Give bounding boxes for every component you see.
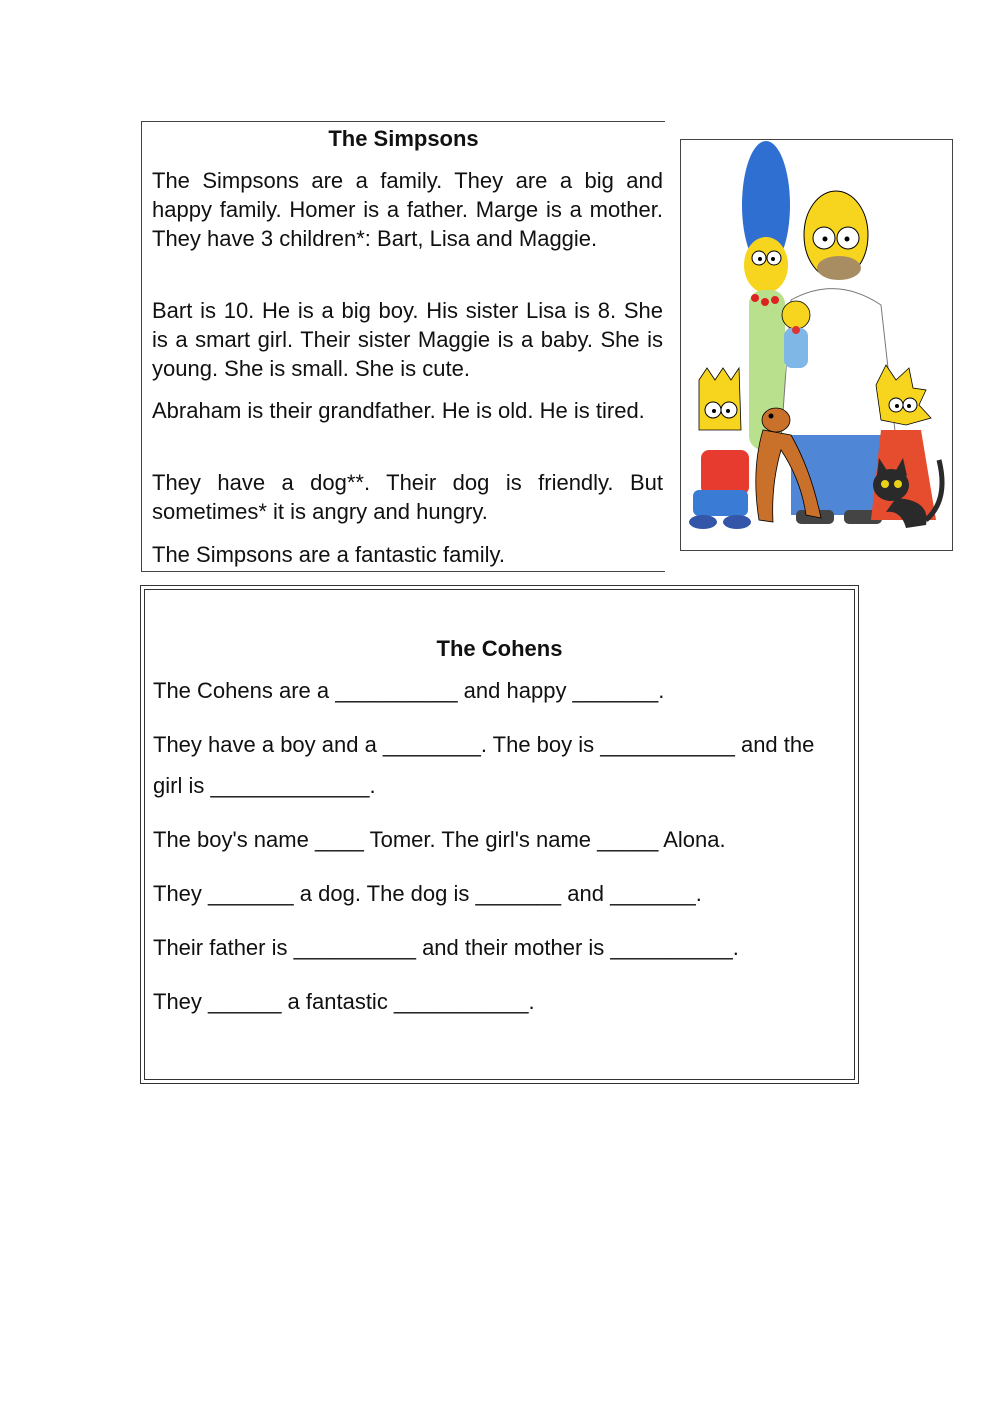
- cloze-exercise: [140, 585, 859, 1084]
- cloze-line-5: Their father is __________ and their mother is __________.: [153, 935, 739, 960]
- cloze-line-6: They ______ a fantastic ___________.: [153, 989, 535, 1014]
- paragraph-children: Bart is 10. He is a big boy. His sister Lisa is 8. She is a smart girl. Their sister Maggie is a baby. She is young. She is small. She is cute.: [152, 298, 663, 381]
- paragraph-conclusion: The Simpsons are a fantastic family.: [152, 542, 505, 567]
- cloze-line-2-continued: girl is _____________.: [153, 773, 376, 798]
- cloze-title: The Cohens: [436, 636, 563, 661]
- cloze-line-2: They have a boy and a ________. The boy is ___________ and the: [153, 732, 815, 757]
- paragraph-dog: They have a dog**. Their dog is friendly. But sometimes* it is angry and hungry.: [152, 470, 663, 524]
- paragraph-family: The Simpsons are a family. They are a big and happy family. Homer is a father. Marge is a mother. They have 3 children*: Bart, Lisa and Maggie.: [152, 168, 663, 251]
- bart-figure: [689, 368, 751, 529]
- maggie-figure: [782, 301, 810, 368]
- marge-figure: [742, 141, 790, 450]
- cloze-line-3: The boy's name ____ Tomer. The girl's name _____ Alona.: [153, 827, 726, 852]
- reading-passage: [141, 121, 665, 572]
- cloze-inner-border: [144, 589, 855, 1080]
- cloze-line-4: They _______ a dog. The dog is _______ and _______.: [153, 881, 702, 906]
- paragraph-grandfather: Abraham is their grandfather. He is old. He is tired.: [152, 398, 645, 423]
- reading-title: The Simpsons: [328, 126, 479, 151]
- cloze-line-1: The Cohens are a __________ and happy _______.: [153, 678, 665, 703]
- simpsons-family-image: [680, 139, 953, 551]
- family-illustration: [681, 140, 952, 550]
